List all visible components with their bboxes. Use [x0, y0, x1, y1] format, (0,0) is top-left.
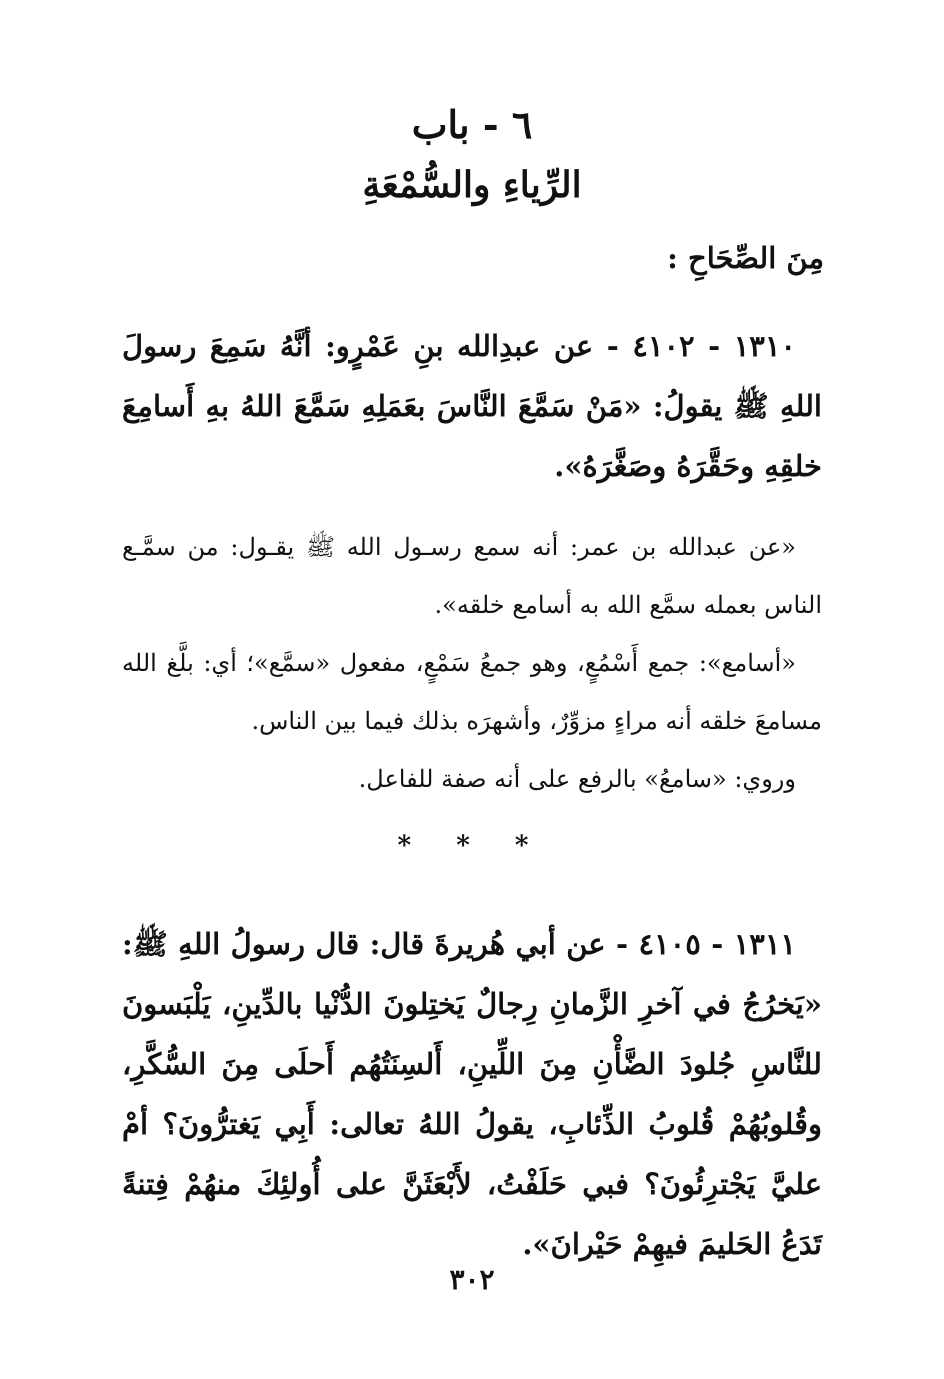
- hadith-block-1311: [122, 914, 822, 1274]
- commentary-paragraph: «أسامع»: جمع أَسْمُعٍ، وهو جمعُ سَمْعٍ، مفعول «سمَّع»؛ أي: بلَّغ الله مسامعَ خلقه أنه مراءٍ مزوِّرٌ، وأشهرَه بذلك فيما بين الناس.: [122, 649, 822, 735]
- hadith-block-1310: [122, 316, 822, 496]
- commentary-block: [122, 518, 822, 808]
- section-separator: * * *: [397, 831, 547, 861]
- commentary-paragraph: وروي: «سامعُ» بالرفع على أنه صفة للفاعل.: [358, 765, 796, 793]
- section-label: مِنَ الصِّحَاحِ :: [667, 241, 824, 275]
- hadith-text: ١٣١٠ - ٤١٠٢ - عن عبدِالله بنِ عَمْرٍو: أنَّهُ سَمِعَ رسولَ اللهِ ﷺ يقولُ: «مَنْ سَمَّعَ النَّاسَ بعَمَلِهِ سَمَّعَ اللهُ بهِ أَسامِعَ خلقِهِ وحَقَّرَهُ وصَغَّرَهُ».: [122, 329, 822, 483]
- commentary-paragraph: «عن عبدالله بن عمر: أنه سمع رسـول الله ﷺ يقـول: من سمَّـع الناس بعمله سمَّع الله به أسامع خلقه».: [122, 533, 822, 619]
- page-number: ٣٠٢: [449, 1263, 495, 1296]
- chapter-title: الرِّياءِ والسُّمْعَةِ: [362, 164, 582, 206]
- hadith-text: ١٣١١ - ٤١٠٥ - عن أبي هُريرةَ قال: قال رسولُ اللهِ ﷺ: «يَخرُجُ في آخرِ الزَّمانِ رِجالٌ يَختِلونَ الدُّنْيا بالدِّينِ، يَلْبَسونَ للنَّاسِ جُلودَ الضَّأْنِ مِنَ اللِّينِ، أَلسِنَتُهُم أَحلَى مِنَ السُّكَّرِ، وقُلوبُهُمْ قُلوبُ الذِّئابِ، يقولُ اللهُ تعالى: أَبِي يَغترُّونَ؟ أمْ عليَّ يَجْترِئُونَ؟ فبي حَلَفْتُ، لأَبْعَثَنَّ على أُولئِكَ منهُمْ فِتنةً تَدَعُ الحَليمَ فيهِمْ حَيْرانَ».: [122, 927, 822, 1261]
- chapter-number: ٦ - باب: [411, 102, 533, 147]
